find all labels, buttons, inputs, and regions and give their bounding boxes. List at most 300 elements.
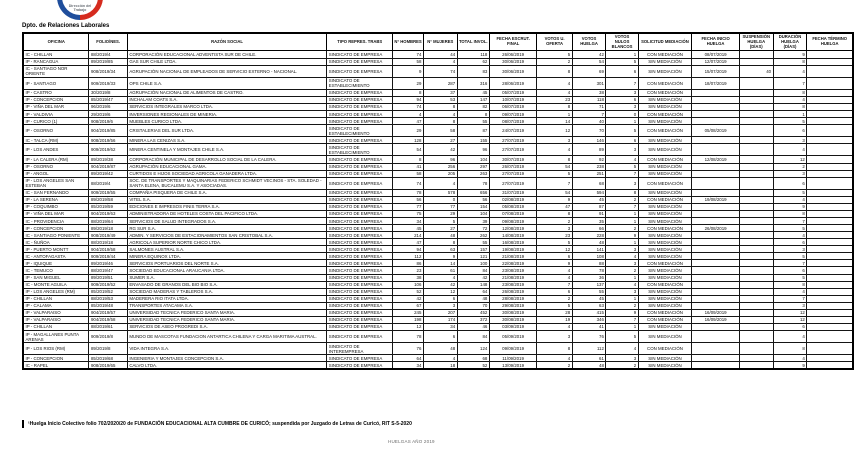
table-cell: [807, 103, 853, 110]
table-cell: [692, 295, 740, 302]
table-cell: 137: [572, 281, 606, 288]
table-cell: 29: [423, 210, 457, 217]
table-cell: 27/07/2019: [489, 144, 537, 156]
table-cell: 3: [537, 331, 572, 343]
table-cell: 55: [572, 288, 606, 295]
table-cell: SIN MEDIACIÓN: [638, 246, 692, 253]
table-cell: [807, 239, 853, 246]
table-cell: 5: [773, 274, 807, 281]
table-cell: IP - CASTRO: [23, 89, 89, 96]
table-cell: CON MEDIACIÓN: [638, 111, 692, 118]
table-cell: 3: [606, 103, 638, 110]
table-cell: [739, 170, 773, 177]
table-cell: TRANSPORTES ATACAMA S.A.: [127, 302, 326, 309]
table-cell: [692, 137, 740, 144]
logo-line2: Trabajo: [73, 7, 87, 12]
table-cell: 18: [423, 362, 457, 370]
table-cell: 71: [572, 103, 606, 110]
table-cell: [739, 239, 773, 246]
table-cell: CON MEDIACIÓN: [638, 316, 692, 323]
table-cell: MINERA CENTINELA Y MONTAJES CHILE S.A.: [127, 144, 326, 156]
table-cell: 6: [606, 96, 638, 103]
table-cell: 106: [393, 281, 424, 288]
table-cell: 3: [606, 246, 638, 253]
table-cell: 4: [773, 144, 807, 156]
logo-text: [62, 0, 98, 15]
table-cell: [692, 362, 740, 370]
table-cell: 63: [572, 302, 606, 309]
table-cell: 909/2019/33: [89, 77, 127, 89]
table-cell: IP - IQUIQUE: [23, 260, 89, 267]
table-row: [23, 331, 853, 343]
column-header: VOTOS U. OFERTA: [537, 33, 572, 51]
column-header: SOLICITUD MEDIACIÓN: [638, 33, 692, 51]
table-cell: IP - CONCEPCION: [23, 96, 89, 103]
table-cell: 89/2019/38: [89, 156, 127, 163]
table-cell: 415: [572, 309, 606, 316]
table-cell: CRISTALERIAS DEL SUR LTDA.: [127, 125, 326, 137]
table-cell: 12: [773, 156, 807, 163]
table-cell: [807, 111, 853, 118]
table-cell: [739, 267, 773, 274]
table-cell: [807, 323, 853, 330]
column-header: N° HOMBRES: [393, 33, 424, 51]
table-cell: CURTIDOS E HIJOS SOCIEDAD AGRICOLA GANADERA LTDA.: [127, 170, 326, 177]
table-cell: SIN MEDIACIÓN: [638, 189, 692, 196]
table-cell: [692, 232, 740, 239]
table-cell: 4: [773, 288, 807, 295]
table-cell: [739, 295, 773, 302]
table-cell: 228: [572, 232, 606, 239]
table-cell: 16/09/2019: [692, 309, 740, 316]
table-row: [23, 295, 853, 302]
table-cell: MINERA LAS CENIZAS S.A.: [127, 137, 326, 144]
table-cell: [692, 170, 740, 177]
table-cell: SOCIEDAD MADERAS Y TABLEROS S.A.: [127, 288, 326, 295]
table-row: [23, 316, 853, 323]
footnote: ¹Huelga Inicio Colectivo folio 702/2020/20 de FUNDACIÓN EDUCACIONAL ALTA CUMBRE DE CURICÓ; suspendida por Juzgado de Letras de Curicó, RIT S-5-2020: [22, 420, 412, 428]
table-row: [23, 103, 853, 110]
table-cell: SIN MEDIACIÓN: [638, 170, 692, 177]
table-cell: 3: [606, 260, 638, 267]
table-row: [23, 260, 853, 267]
table-cell: 8: [537, 103, 572, 110]
column-header: TIPO REPRES. TRABS: [327, 33, 393, 51]
table-cell: 61: [572, 355, 606, 362]
table-cell: SINDICATO DE EMPRESA: [327, 65, 393, 77]
table-cell: 39: [457, 218, 489, 225]
table-cell: 7: [773, 77, 807, 89]
table-cell: [807, 118, 853, 125]
table-row: [23, 232, 853, 239]
table-cell: 54: [537, 163, 572, 170]
table-cell: 6: [423, 295, 457, 302]
table-cell: 118: [572, 96, 606, 103]
table-cell: 909/2019/55: [89, 189, 127, 196]
table-cell: [739, 111, 773, 118]
table-cell: [739, 96, 773, 103]
column-header: RAZÓN SOCIAL: [127, 33, 326, 51]
table-cell: [692, 189, 740, 196]
table-row: [23, 111, 853, 118]
table-cell: CORPORACIÓN MUNICIPAL DE DESARROLLO SOCIAL DE LA CALERA.: [127, 156, 326, 163]
table-cell: 88: [572, 260, 606, 267]
table-cell: [807, 316, 853, 323]
table-cell: 42: [393, 295, 424, 302]
table-cell: 7: [773, 260, 807, 267]
table-cell: SINDICATO DE EMPRESA: [327, 302, 393, 309]
table-cell: SIN MEDIACIÓN: [638, 362, 692, 370]
table-cell: 2: [606, 302, 638, 309]
table-cell: SIN MEDIACIÓN: [638, 203, 692, 210]
table-cell: 22/08/2019: [489, 260, 537, 267]
table-row: [23, 239, 853, 246]
table-cell: 908/2019/49: [89, 232, 127, 239]
table-cell: 88/2019/18: [89, 239, 127, 246]
table-cell: 42: [457, 274, 489, 281]
table-cell: [692, 281, 740, 288]
table-cell: SIN MEDIACIÓN: [638, 96, 692, 103]
table-cell: 12/08/2019: [489, 225, 537, 232]
table-cell: 64: [393, 355, 424, 362]
table-cell: 7: [606, 316, 638, 323]
table-cell: 3: [773, 302, 807, 309]
table-cell: 15/07/2019: [692, 65, 740, 77]
table-cell: [807, 355, 853, 362]
table-cell: 5: [773, 253, 807, 260]
table-cell: EDICIONES E IMPRESOS FINIS TERRA S.A.: [127, 203, 326, 210]
table-cell: 78: [393, 189, 424, 196]
table-cell: IP - VALPARAISO: [23, 309, 89, 316]
table-cell: 58: [393, 170, 424, 177]
table-cell: 2: [537, 362, 572, 370]
table-cell: UNIVERSIDAD TECNICA FEDERICO SANTA MARIA.: [127, 309, 326, 316]
table-row: [23, 274, 853, 281]
table-cell: 52: [457, 362, 489, 370]
table-cell: 45: [572, 196, 606, 203]
table-cell: 12/08/2019: [692, 156, 740, 163]
table-row: [23, 125, 853, 137]
table-cell: 27: [423, 137, 457, 144]
table-cell: [692, 323, 740, 330]
table-cell: 11/09/2019: [489, 355, 537, 362]
table-cell: [807, 203, 853, 210]
table-cell: SIN MEDIACIÓN: [638, 118, 692, 125]
table-cell: 8: [537, 156, 572, 163]
table-cell: [692, 177, 740, 189]
table-cell: 7: [773, 218, 807, 225]
table-cell: 112: [572, 343, 606, 355]
table-cell: SIN MEDIACIÓN: [638, 210, 692, 217]
table-cell: 3: [606, 89, 638, 96]
table-cell: 48: [572, 239, 606, 246]
table-cell: 6: [606, 65, 638, 77]
table-cell: SIN MEDIACIÓN: [638, 323, 692, 330]
table-cell: IP - CONCEPCION: [23, 225, 89, 232]
table-row: [23, 253, 853, 260]
table-cell: CON MEDIACIÓN: [638, 51, 692, 58]
table-cell: 8: [393, 156, 424, 163]
table-cell: 34: [393, 362, 424, 370]
table-cell: 12: [393, 323, 424, 330]
table-row: [23, 196, 853, 203]
table-cell: 84: [457, 331, 489, 343]
table-cell: UNIVERSIDAD TECNICA FEDERICO SANTA MARIA.: [127, 316, 326, 323]
table-cell: 8: [537, 343, 572, 355]
table-cell: SINDICATO DE EMPRESA: [327, 288, 393, 295]
table-cell: 5: [606, 163, 638, 170]
table-cell: SIN MEDIACIÓN: [638, 144, 692, 156]
table-cell: [807, 362, 853, 370]
table-cell: 74: [393, 177, 424, 189]
table-cell: AGRUPACIÓN NACIONAL DE EMPLEADOS DE SERVICIO EXTERNO - NACIONAL.: [127, 65, 326, 77]
table-cell: [807, 144, 853, 156]
table-cell: 9: [773, 362, 807, 370]
table-cell: 26/08/2019: [692, 225, 740, 232]
table-cell: SINDICATO DE INTEREMPRESA: [327, 343, 393, 355]
table-cell: 05/07/2019: [489, 89, 537, 96]
table-cell: 12: [423, 288, 457, 295]
table-cell: [739, 189, 773, 196]
table-cell: [807, 232, 853, 239]
table-row: [23, 89, 853, 96]
table-cell: 904/2019/57: [89, 309, 127, 316]
table-cell: 4: [606, 281, 638, 288]
table-cell: 5: [537, 170, 572, 177]
table-cell: 909/2019/62: [89, 144, 127, 156]
table-cell: 28: [537, 309, 572, 316]
table-cell: SINDICATO DE EMPRESA: [327, 260, 393, 267]
table-cell: IP - SANTIAGO: [23, 77, 89, 89]
table-cell: SERVICIOS DE ASEO PROGREDI S.A.: [127, 323, 326, 330]
table-cell: [692, 89, 740, 96]
table-row: [23, 163, 853, 170]
table-cell: [739, 355, 773, 362]
table-cell: IP - VALPARAISO: [23, 316, 89, 323]
table-cell: 251: [572, 170, 606, 177]
table-cell: 9: [537, 196, 572, 203]
table-cell: SINDICATO DE EMPRESA: [327, 246, 393, 253]
table-cell: IP - COQUIMBO: [23, 203, 89, 210]
table-cell: 48: [457, 295, 489, 302]
table-cell: 9: [606, 309, 638, 316]
table-cell: 88/2019/4: [89, 177, 127, 189]
table-cell: 34: [423, 323, 457, 330]
column-header: OFICINA: [23, 33, 89, 51]
table-cell: 08/07/2019: [692, 51, 740, 58]
table-cell: 3: [606, 144, 638, 156]
table-cell: SOCIEDAD EDUCACIONAL ARAUCANIA LTDA.: [127, 267, 326, 274]
table-cell: 74: [393, 103, 424, 110]
table-cell: 23: [537, 232, 572, 239]
table-cell: SINDICATO DE EMPRESA: [327, 253, 393, 260]
table-cell: 89/2019/8: [89, 343, 127, 355]
table-cell: [692, 210, 740, 217]
table-cell: SIN MEDIACIÓN: [638, 295, 692, 302]
table-cell: [807, 302, 853, 309]
table-cell: 8: [423, 239, 457, 246]
table-cell: SERVICIOS DE SALUD INTEGRADOS S.A.: [127, 218, 326, 225]
table-cell: AGRUPACIÓN NACIONAL DE ALIMENTOS DE CASTRO.: [127, 89, 326, 96]
table-cell: 908/2019/34: [89, 65, 127, 77]
table-cell: 24/07/2019: [489, 125, 537, 137]
table-cell: SINDICATO DE ESTABLECIMIENTO: [327, 125, 393, 137]
table-cell: CON MEDIACIÓN: [638, 177, 692, 189]
table-cell: SINDICATO DE ESTABLECIMIENTO: [327, 77, 393, 89]
table-cell: 36: [572, 274, 606, 281]
table-cell: SERVICIOS INTEGRALES MARCO LTDA.: [127, 103, 326, 110]
table-cell: 19/08/2019: [692, 196, 740, 203]
table-cell: 75: [393, 210, 424, 217]
table-cell: SIN MEDIACIÓN: [638, 103, 692, 110]
table-cell: IP - RANCAGUA: [23, 58, 89, 65]
table-cell: 26/07/2019: [489, 163, 537, 170]
table-cell: 4: [773, 65, 807, 77]
table-cell: SINDICATO DE EMPRESA: [327, 189, 393, 196]
table-cell: [807, 246, 853, 253]
table-cell: 3: [773, 170, 807, 177]
table-cell: 148: [457, 281, 489, 288]
table-cell: SINDICATO DE EMPRESA: [327, 267, 393, 274]
table-cell: [739, 203, 773, 210]
table-cell: [692, 218, 740, 225]
table-cell: [807, 260, 853, 267]
table-cell: 8: [773, 343, 807, 355]
table-cell: 45: [457, 89, 489, 96]
table-cell: 87: [457, 125, 489, 137]
table-row: [23, 177, 853, 189]
table-cell: 1: [606, 274, 638, 281]
table-cell: 74: [393, 51, 424, 58]
table-cell: 88/2019/47: [89, 267, 127, 274]
table-cell: 69: [572, 65, 606, 77]
table-cell: SINDICATO DE EMPRESA: [327, 196, 393, 203]
table-cell: 238: [572, 163, 606, 170]
table-cell: 42: [572, 51, 606, 58]
table-cell: SINDICATO DE ESTABLECIMIENTO: [327, 144, 393, 156]
table-cell: 174: [423, 316, 457, 323]
table-cell: 27: [423, 225, 457, 232]
table-row: [23, 144, 853, 156]
table-cell: 06/07/2019: [489, 103, 537, 110]
table-cell: [739, 210, 773, 217]
table-cell: 89/2019/85: [89, 58, 127, 65]
table-cell: 48: [572, 362, 606, 370]
table-cell: 8: [773, 89, 807, 96]
column-header: VOTOS HUELGA: [572, 33, 606, 51]
table-cell: 23/08/2019: [489, 267, 537, 274]
table-cell: 3: [606, 288, 638, 295]
table-cell: 909/2019/8: [89, 331, 127, 343]
table-cell: [692, 343, 740, 355]
table-cell: 2: [773, 163, 807, 170]
table-cell: 8: [393, 89, 424, 96]
table-cell: 89/2019/51: [89, 274, 127, 281]
table-cell: 5: [606, 331, 638, 343]
table-cell: 154: [457, 203, 489, 210]
table-cell: 9: [393, 65, 424, 77]
column-header: SUSPENSIÓN HUELGA (DÍAS): [739, 33, 773, 51]
table-cell: 908/2019/65: [89, 362, 127, 370]
table-cell: 1: [606, 323, 638, 330]
table-cell: SINDICATO DE EMPRESA: [327, 362, 393, 370]
table-cell: 27/07/2019: [489, 170, 537, 177]
table-cell: IC - SANTIAGO NOR ORIENTE: [23, 65, 89, 77]
table-cell: 8: [773, 210, 807, 217]
column-header: FOLIO/NES.: [89, 33, 127, 51]
table-cell: SIN MEDIACIÓN: [638, 239, 692, 246]
table-cell: 78: [393, 331, 424, 343]
table-cell: [807, 331, 853, 343]
table-cell: IP - CURICO (1): [23, 118, 89, 125]
table-cell: 4: [606, 343, 638, 355]
table-cell: SIN MEDIACIÓN: [638, 65, 692, 77]
table-cell: [692, 331, 740, 343]
column-header: DURACIÓN HUELGA (DÍAS): [773, 33, 807, 51]
table-cell: 141: [572, 246, 606, 253]
table-cell: 02/08/2019: [489, 196, 537, 203]
table-row: [23, 156, 853, 163]
table-cell: 12: [773, 316, 807, 323]
table-cell: 29/2019/6: [89, 111, 127, 118]
table-cell: 316: [457, 77, 489, 89]
table-cell: [807, 96, 853, 103]
table-cell: [692, 260, 740, 267]
table-header: [23, 33, 853, 51]
table-cell: 12: [537, 246, 572, 253]
table-cell: [739, 125, 773, 137]
table-cell: [739, 196, 773, 203]
table-cell: 904/2019/87: [89, 163, 127, 170]
table-cell: [739, 331, 773, 343]
table-cell: 7: [606, 203, 638, 210]
table-cell: 05/08/2019: [692, 125, 740, 137]
table-cell: 1: [606, 295, 638, 302]
table-cell: SINDICATO DE EMPRESA: [327, 295, 393, 302]
table-cell: IP - VALDIVIA: [23, 111, 89, 118]
page-title: Dpto. de Relaciones Laborales: [22, 23, 110, 29]
table-cell: 85/2019/59: [89, 203, 127, 210]
table-cell: 904/2019/85: [89, 125, 127, 137]
table-cell: [739, 156, 773, 163]
table-cell: 578: [423, 189, 457, 196]
table-cell: [739, 118, 773, 125]
table-cell: [692, 267, 740, 274]
table-cell: CON MEDIACIÓN: [638, 156, 692, 163]
table-cell: 118: [457, 51, 489, 58]
column-header: N° MUJERES: [423, 33, 457, 51]
table-row: [23, 51, 853, 58]
table-cell: 56: [457, 196, 489, 203]
table-cell: MUEBLES CURICO LTDA.: [127, 118, 326, 125]
table-cell: 4: [423, 355, 457, 362]
table-cell: 4: [773, 331, 807, 343]
table-cell: 19: [537, 316, 572, 323]
direccion-del-trabajo-logo: [57, 0, 103, 20]
table-cell: 297: [457, 163, 489, 170]
table-cell: 89/2019/18: [89, 225, 127, 232]
table-cell: 09/07/2019: [489, 111, 537, 118]
table-cell: [807, 288, 853, 295]
table-cell: 88/2019/4: [89, 51, 127, 58]
table-cell: 64: [457, 288, 489, 295]
table-cell: [739, 288, 773, 295]
table-cell: 6: [773, 177, 807, 189]
table-cell: SINDICATO DE EMPRESA: [327, 218, 393, 225]
table-cell: 41: [393, 163, 424, 170]
table-cell: 3: [606, 355, 638, 362]
table-cell: 23: [393, 267, 424, 274]
